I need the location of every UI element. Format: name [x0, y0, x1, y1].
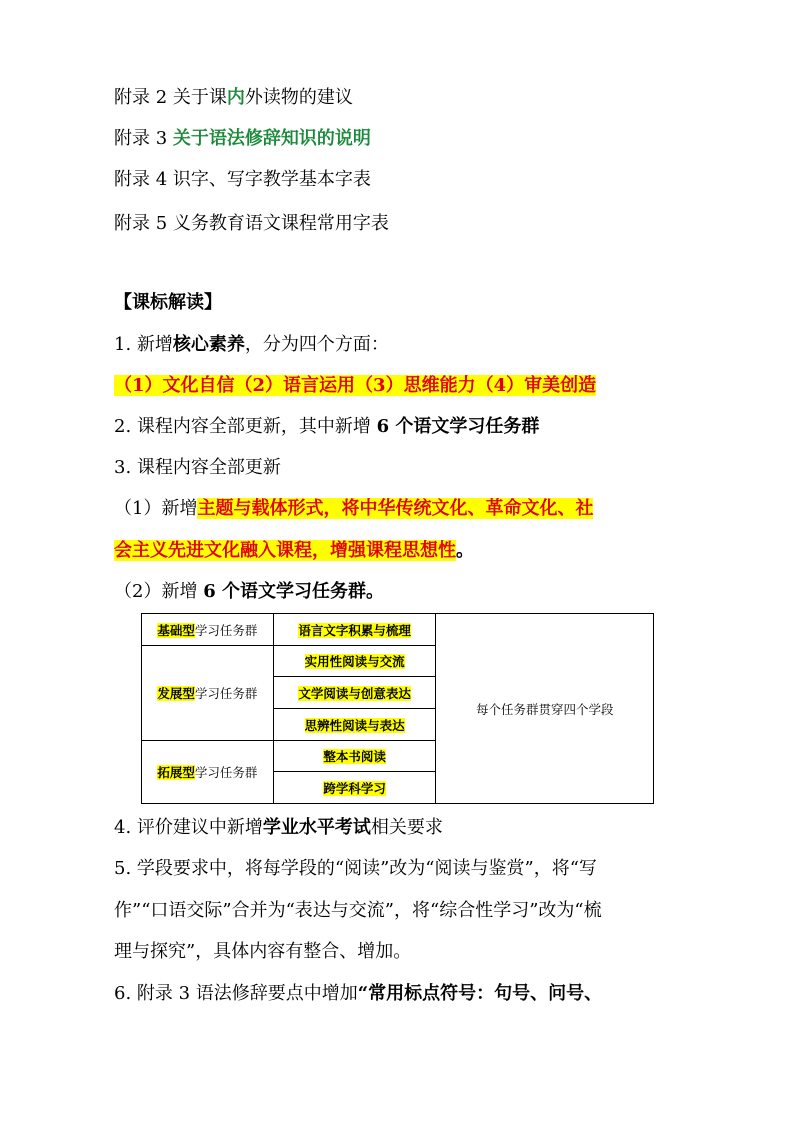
item-6: 6. 附录 3 语法修辞要点中增加“常用标点符号：句号、问号、: [114, 983, 603, 1004]
appendix-2: 附录 2 关于课内外读物的建议: [114, 87, 353, 108]
task-cell: 思辨性阅读与表达: [273, 709, 436, 741]
appendix-4: 附录 4 识字、写字教学基本字表: [114, 169, 371, 190]
item-5-line-1: 5. 学段要求中，将每学段的“阅读”改为“阅读与鉴赏”，将“写: [114, 858, 597, 879]
item-3-sub-2: （2）新增 6 个语文学习任务群。: [114, 581, 384, 602]
group-basic: 基础型学习任务群: [142, 614, 274, 646]
item-3-sub-1-line-2: 会主义先进文化融入课程，增强课程思想性。: [114, 540, 474, 561]
item-4: 4. 评价建议中新增学业水平考试相关要求: [114, 817, 443, 838]
task-cell: 文学阅读与创意表达: [273, 677, 436, 709]
task-note: 每个任务群贯穿四个学段: [436, 614, 654, 804]
task-cell: 跨学科学习: [273, 772, 436, 804]
appendix-3: 附录 3 关于语法修辞知识的说明: [114, 128, 371, 149]
task-group-table: [141, 613, 654, 804]
item-3-sub-1-line-1: （1）新增主题与载体形式，将中华传统文化、革命文化、社: [114, 498, 594, 519]
item-3: 3. 课程内容全部更新: [114, 457, 281, 478]
task-cell: 语言文字积累与梳理: [273, 614, 436, 646]
item-1-aspects: （1）文化自信（2）语言运用（3）思维能力（4）审美创造: [114, 375, 597, 396]
item-5-line-2: 作”“口语交际”合并为“表达与交流”，将“综合性学习”改为“梳: [114, 900, 602, 921]
section-title: 【课标解读】: [114, 292, 222, 313]
item-5-line-3: 理与探究”，具体内容有整合、增加。: [114, 941, 412, 962]
table-row: [142, 614, 654, 646]
group-extension: 拓展型学习任务群: [142, 741, 274, 804]
item-2: 2. 课程内容全部更新，其中新增 6 个语文学习任务群: [114, 416, 540, 437]
task-cell: 整本书阅读: [273, 741, 436, 772]
group-development: 发展型学习任务群: [142, 646, 274, 741]
appendix-5: 附录 5 义务教育语文课程常用字表: [114, 213, 389, 234]
item-1: 1. 新增核心素养，分为四个方面：: [114, 334, 389, 355]
task-cell: 实用性阅读与交流: [273, 646, 436, 677]
